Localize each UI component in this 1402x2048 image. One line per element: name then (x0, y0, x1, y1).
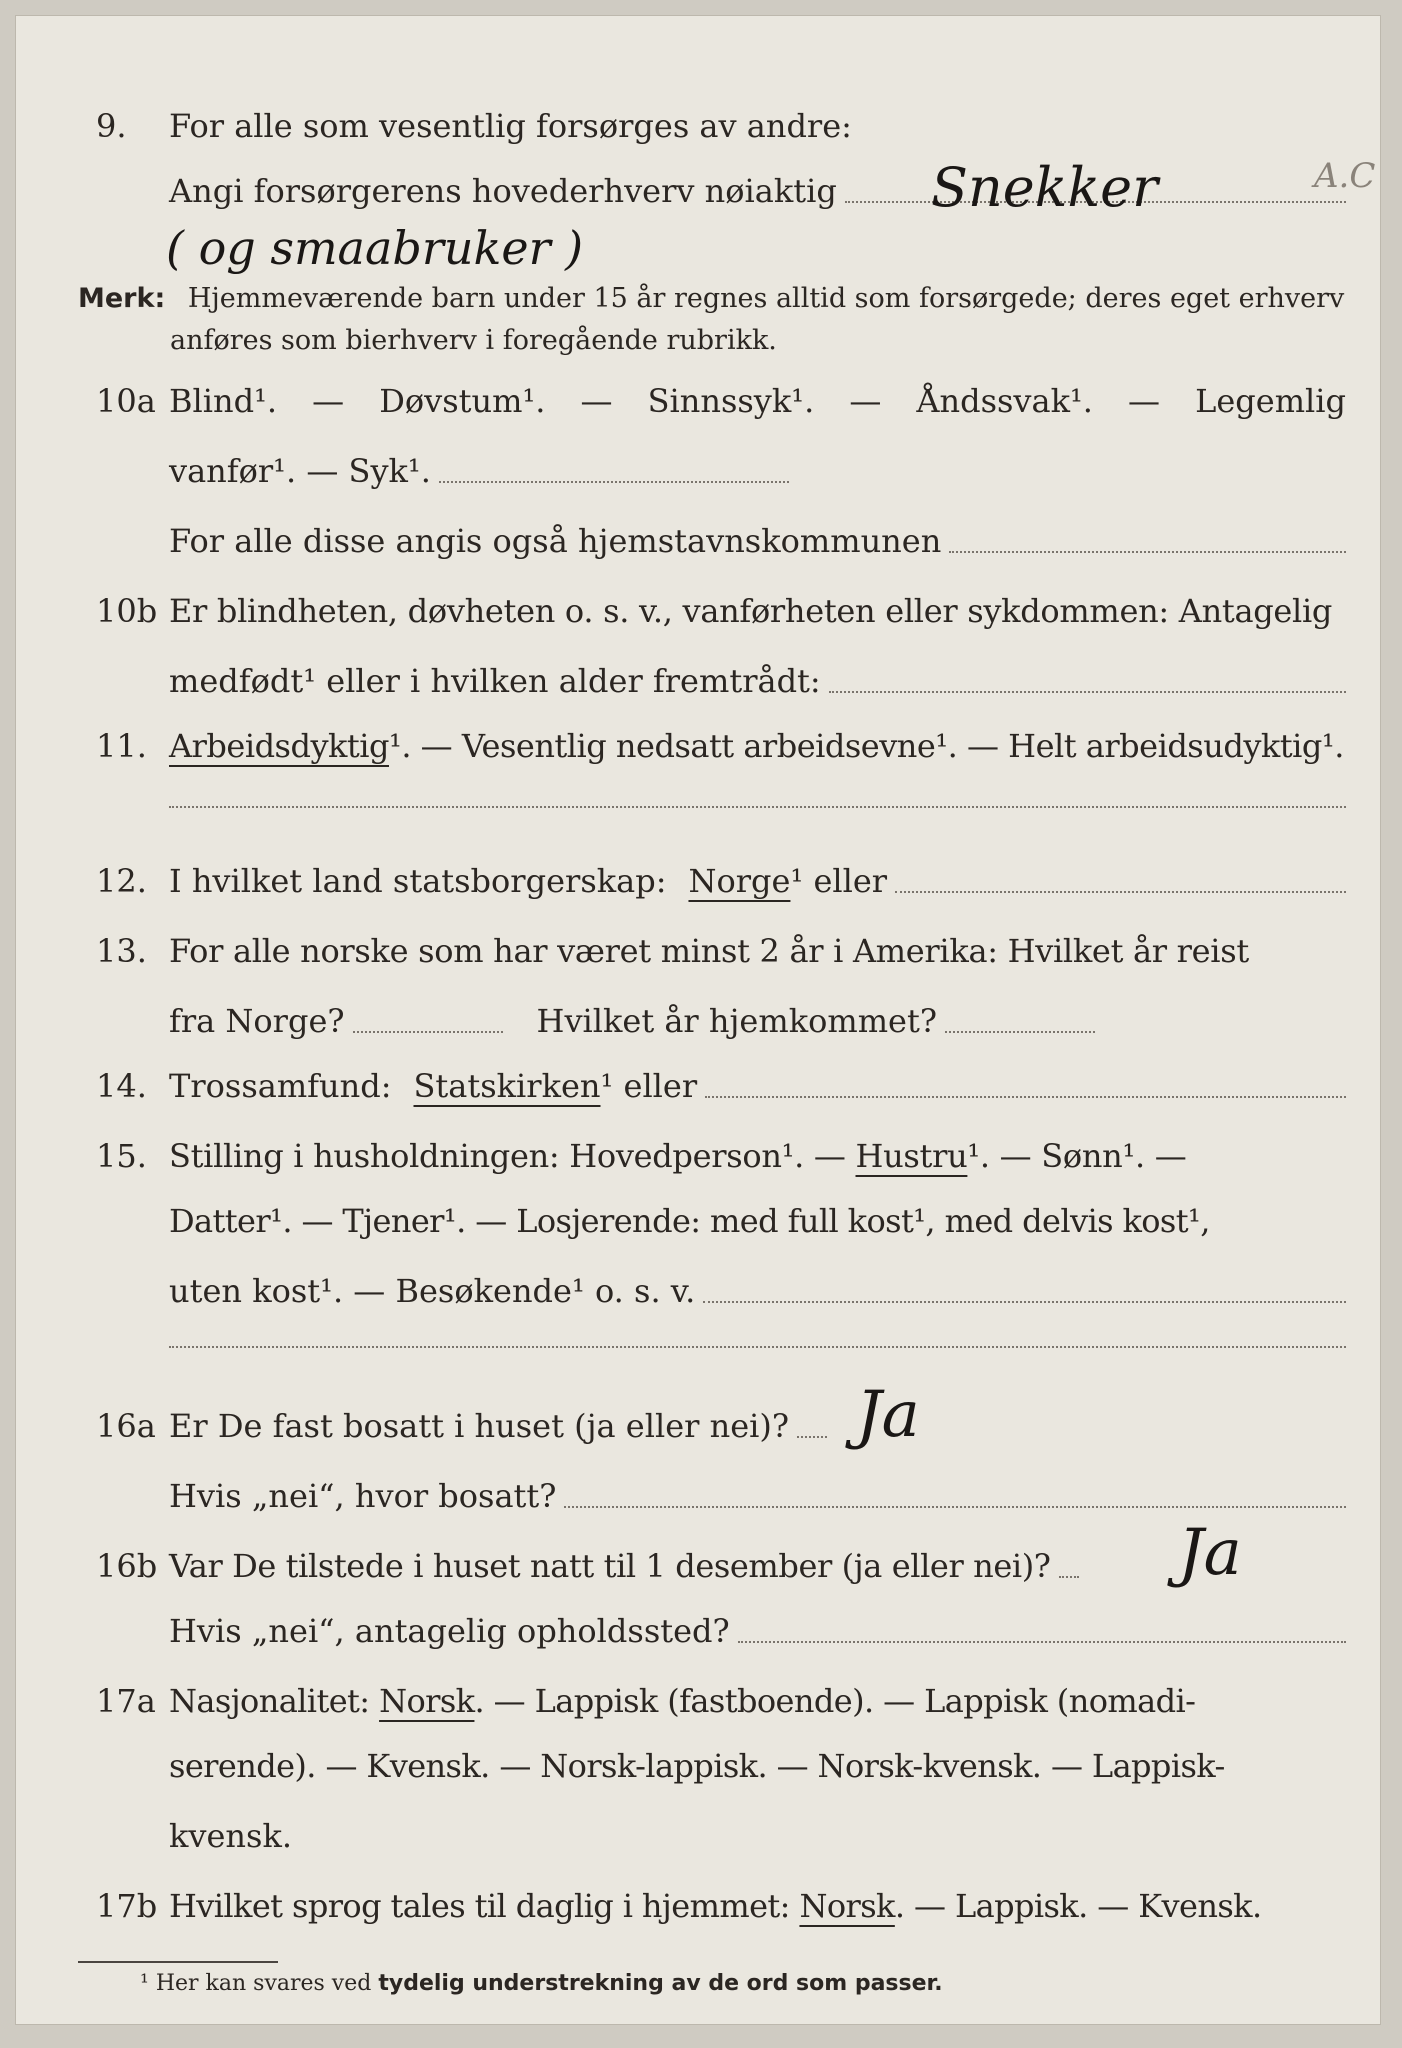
question-options: ¹. — Vesentlig nedsatt arbeidsevne¹. — Helt arbeidsudyktig¹. (389, 727, 1344, 765)
question-11 (16, 716, 1380, 776)
question-16b-line-1 (16, 1536, 1380, 1596)
question-number: 11. (96, 727, 147, 765)
question-number: 16a (96, 1407, 156, 1445)
question-options: . — Lappisk. — Kvensk. (894, 1887, 1262, 1925)
question-text: ¹ eller (600, 1067, 698, 1105)
note-text-2: anføres som bierhverv i foregående rubrikk. (170, 325, 777, 356)
answer-line[interactable] (895, 851, 1346, 893)
question-16a-line-2 (16, 1466, 1380, 1526)
option-statskirken-underlined[interactable]: Statskirken (413, 1067, 601, 1105)
question-10a-line-3 (16, 511, 1380, 571)
question-text: Stilling i husholdningen: Hovedperson¹. — (169, 1137, 846, 1175)
question-text: Hvilket sprog tales til daglig i hjemmet: (169, 1887, 790, 1925)
question-16a-line-1 (16, 1396, 1380, 1456)
question-text: Er blindheten, døvheten o. s. v., vanførheten eller sykdommen: Antagelig (169, 592, 1333, 630)
question-9-line-1 (16, 96, 1380, 156)
question-number: 12. (96, 862, 147, 900)
option-norsk-underlined[interactable]: Norsk (379, 1682, 475, 1720)
question-options: Datter¹. — Tjener¹. — Losjerende: med full kost¹, med delvis kost¹, (169, 1202, 1210, 1240)
option-norge-underlined[interactable]: Norge (688, 862, 791, 900)
option-hustru-underlined[interactable]: Hustru (855, 1137, 968, 1175)
question-text: Angi forsørgerens hovederhverv nøiaktig (169, 172, 837, 210)
question-options: serende). — Kvensk. — Norsk-lappisk. — Norsk-kvensk. — Lappisk- (169, 1747, 1225, 1785)
answer-line[interactable] (829, 651, 1346, 693)
option-norsk-underlined[interactable]: Norsk (799, 1887, 895, 1925)
answer-line[interactable] (169, 806, 1346, 808)
question-text: Er De fast bosatt i huset (ja eller nei)? (169, 1407, 790, 1445)
note-label: Merk: (78, 283, 166, 314)
question-12 (16, 851, 1380, 911)
question-number: 17b (96, 1887, 158, 1925)
question-17b (16, 1876, 1380, 1936)
question-text: Hvilket år hjemkommet? (536, 1002, 937, 1040)
option-blind[interactable]: Blind¹. (169, 382, 278, 420)
answer-line[interactable] (949, 511, 1346, 553)
answer-line[interactable] (703, 1261, 1346, 1303)
question-9-line-2 (16, 161, 1380, 221)
option-arbeidsdyktig-underlined[interactable]: Arbeidsdyktig (169, 727, 389, 765)
question-text: Trossamfund: (169, 1067, 392, 1105)
handwritten-answer: Snekker (931, 156, 1158, 219)
answer-line-departure[interactable] (353, 991, 503, 1033)
question-text: Var De tilstede i huset natt til 1 desember (ja eller nei)? (169, 1547, 1051, 1585)
answer-line[interactable] (564, 1466, 1346, 1508)
question-17a-line-1 (16, 1671, 1380, 1731)
note-text-1: Hjemmeværende barn under 15 år regnes alltid som forsørgede; deres eget erhverv (187, 283, 1345, 314)
question-text: ¹. — Sønn¹. — (967, 1137, 1187, 1175)
question-options: . — Lappisk (fastboende). — Lappisk (nomadi- (474, 1682, 1196, 1720)
footnote-rule (78, 1961, 278, 1963)
option-dovstum[interactable]: Døvstum¹. (379, 382, 546, 420)
footnote-bold-text: tydelig understrekning av de ord som passer. (378, 1971, 943, 1996)
question-10b-line-1 (16, 581, 1380, 641)
census-form-page (16, 16, 1380, 2024)
answer-line[interactable] (439, 441, 789, 483)
question-15-line-2 (16, 1191, 1380, 1251)
question-10b-line-2 (16, 651, 1380, 711)
question-text: For alle som vesentlig forsørges av andre: (169, 107, 852, 145)
question-13-line-1 (16, 921, 1380, 981)
question-number: 10a (96, 382, 156, 420)
handwritten-answer: Ja (1178, 1516, 1242, 1590)
question-number: 10b (96, 592, 158, 630)
question-17a-line-3 (16, 1806, 1380, 1866)
question-14 (16, 1056, 1380, 1116)
question-number: 17a (96, 1682, 156, 1720)
answer-line[interactable] (705, 1056, 1346, 1098)
footnote-mark: ¹ (140, 1971, 149, 1996)
question-text: medfødt¹ eller i hvilken alder fremtrådt: (169, 662, 821, 700)
answer-line-return[interactable] (945, 991, 1095, 1033)
question-10a-line-1: 10a Blind¹. — Døvstum¹. — Sinnssyk¹. — Åndssvak¹. — Legemlig (16, 371, 1380, 431)
question-15-line-1 (16, 1126, 1380, 1186)
question-text: Hvis „nei“, hvor bosatt? (169, 1477, 557, 1515)
handwritten-answer-continuation: ( og smaabruker ) (166, 221, 584, 275)
option-legemlig[interactable]: Legemlig (1195, 382, 1346, 420)
answer-line[interactable] (797, 1396, 827, 1438)
question-16b-line-2 (16, 1601, 1380, 1661)
question-10a-line-2 (16, 441, 1380, 501)
handwritten-margin-note: A.C (1314, 156, 1376, 196)
question-number: 16b (96, 1547, 158, 1585)
question-options: kvensk. (169, 1817, 292, 1855)
option-andssvak[interactable]: Åndssvak¹. (916, 382, 1093, 420)
question-number: 9. (96, 107, 127, 145)
question-text: fra Norge? (169, 1002, 345, 1040)
option-sinnssyk[interactable]: Sinnssyk¹. (647, 382, 815, 420)
footnote (140, 1971, 943, 1996)
handwritten-answer: Ja (856, 1378, 920, 1452)
note-block (78, 278, 1368, 362)
answer-line[interactable] (169, 1346, 1346, 1348)
question-options: uten kost¹. — Besøkende¹ o. s. v. (169, 1272, 696, 1310)
question-text: For alle disse angis også hjemstavnskommunen (169, 522, 942, 560)
question-text: Nasjonalitet: (169, 1682, 370, 1720)
answer-line[interactable] (738, 1601, 1346, 1643)
answer-line[interactable] (1059, 1536, 1079, 1578)
question-text: ¹ eller (790, 862, 888, 900)
question-text: vanfør¹. — Syk¹. (169, 452, 431, 490)
question-text: For alle norske som har været minst 2 år i Amerika: Hvilket år reist (169, 932, 1249, 970)
question-number: 13. (96, 932, 147, 970)
question-text: I hvilket land statsborgerskap: (169, 862, 667, 900)
question-15-line-3 (16, 1261, 1380, 1321)
question-17a-line-2 (16, 1736, 1380, 1796)
question-number: 14. (96, 1067, 147, 1105)
question-number: 15. (96, 1137, 147, 1175)
question-13-line-2 (16, 991, 1380, 1051)
footnote-text: Her kan svares ved (155, 1971, 372, 1996)
question-text: Hvis „nei“, antagelig opholdssted? (169, 1612, 730, 1650)
